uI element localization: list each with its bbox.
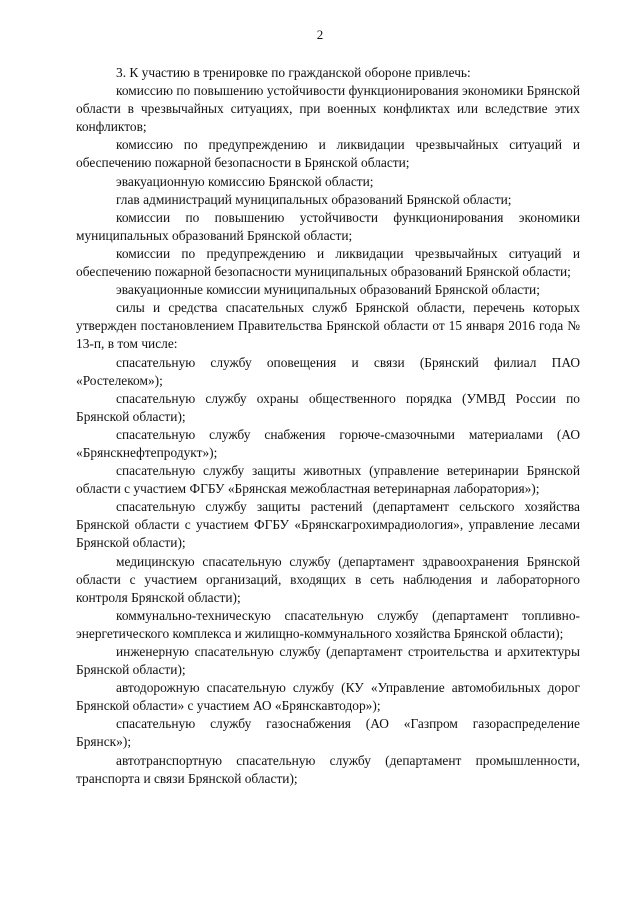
paragraph-utility-service: коммунально-техническую спасательную службу (департамент топливно-энергетического комплекса и жилищно-коммунального хозяйства Брянской области); [76, 607, 580, 641]
paragraph-municipal-emergency-commissions: комиссии по предупреждению и ликвидации чрезвычайных ситуаций и обеспечению пожарной безопасности муниципальных образований Брянской области; [76, 245, 580, 280]
paragraph-plant-protection-service: спасательную службу защиты растений (департамент сельского хозяйства Брянской области с участием ФГБУ «Брянскагрохимрадиология», управление лесами Брянской области); [76, 499, 580, 551]
paragraph-motor-transport-service: автотранспортную спасательную службу (департамент промышленности, транспорта и связи Брянской области); [76, 752, 580, 786]
paragraph-animal-protection-service: спасательную службу защиты животных (управление ветеринарии Брянской области с участием ФГБУ «Брянская межобластная ветеринарная лаборатория»); [76, 463, 580, 497]
paragraph-road-service: автодорожную спасательную службу (КУ «Управление автомобильных дорог Брянской области» с участием АО «Брянскавтодор»); [76, 680, 580, 714]
paragraph-municipal-evacuation-commissions: эвакуационные комиссии муниципальных образований Брянской области; [116, 282, 540, 298]
paragraph-fuel-supply-service: спасательную службу снабжения горюче-смазочными материалами (АО «Брянскнефтепродукт»); [76, 426, 580, 460]
paragraph-emergency-commission: комиссию по предупреждению и ликвидации чрезвычайных ситуаций и обеспечению пожарной безопасности в Брянской области; [76, 137, 580, 171]
document-body [76, 64, 580, 788]
paragraph-municipal-heads: глав администраций муниципальных образований Брянской области; [116, 191, 512, 207]
paragraph-gas-supply-service: спасательную службу газоснабжения (АО «Газпром газораспределение Брянск»); [76, 716, 580, 750]
paragraph-medical-service: медицинскую спасательную службу (департамент здравоохранения Брянской области с участием организаций, входящих в сеть наблюдения и лабораторного контроля Брянской области); [76, 553, 580, 605]
paragraph-warning-communication-service: спасательную службу оповещения и связи (Брянский филиал ПАО «Ростелеком»); [76, 354, 580, 388]
paragraph-engineering-service: инженерную спасательную службу (департамент строительства и архитектуры Брянской области); [76, 644, 580, 678]
paragraph-evacuation-commission: эвакуационную комиссию Брянской области; [116, 173, 374, 189]
paragraph-economy-commission: комиссию по повышению устойчивости функционирования экономики Брянской области в чрезвычайных ситуациях, при военных конфликтах или вследствие этих конфликтов; [76, 83, 580, 135]
page-number: 2 [316, 27, 324, 42]
paragraph-rescue-services: силы и средства спасательных служб Брянской области, перечень которых утвержден постановлением Правительства Брянской области от 15 января 2016 года № 13-п, в том числе: [76, 300, 580, 352]
paragraph-municipal-economy-commissions: комиссии по повышению устойчивости функционирования экономики муниципальных образований Брянской области; [76, 209, 580, 243]
paragraph-item-3: 3. К участию в тренировке по гражданской обороне привлечь: [116, 65, 471, 80]
paragraph-public-order-service: спасательную службу охраны общественного порядка (УМВД России по Брянской области); [76, 390, 580, 424]
